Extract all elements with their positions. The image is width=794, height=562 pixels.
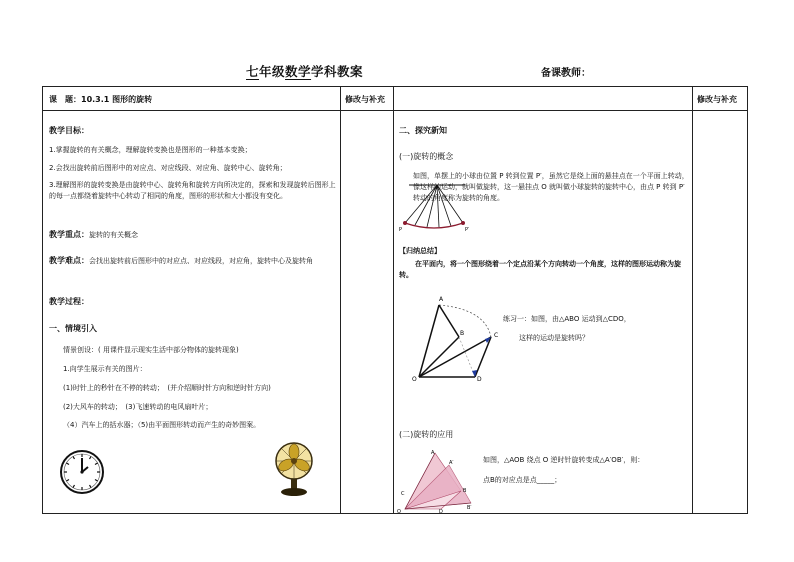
tri-label-o: O	[412, 376, 417, 383]
objective-3: 3.理解图形的旋转变换是由旋转中心、旋转角和旋转方向所决定的，探索和发现旋转后图形上的每一点都绕着旋转中心转动了相同的角度，图形的形状和大小都没有变化。	[49, 181, 336, 200]
revise-header-2: 修改与补充	[697, 95, 737, 104]
pendulum-text-wrap	[413, 171, 689, 204]
key-label: 教学重点：	[49, 230, 89, 239]
header-row-divider	[43, 110, 747, 111]
lesson-plan-table	[42, 86, 748, 514]
app-label-a: A	[431, 450, 435, 456]
section1-heading: 一、情境引入	[49, 324, 97, 333]
difficulty-point	[49, 255, 337, 267]
subject: 数学	[285, 64, 312, 79]
picture-item-2: (2)大风车的转动； (3)飞速转动的电风扇叶片；	[63, 403, 213, 411]
summary-text: 在平面内，将一个图形绕着一个定点沿某个方向转动一个角度，这样的图形运动称为旋转。	[399, 260, 681, 279]
show-pictures-text: 1.向学生展示有关的图片：	[63, 365, 147, 373]
pendulum-label-p-prime: P′	[465, 227, 470, 233]
app-label-b-prime: B′	[467, 505, 472, 511]
picture-item-1: (1)时针上的秒针在不停的转动； (并介绍顺时针方向和逆时针方向)	[63, 384, 271, 392]
section2-heading: 二、探究新知	[399, 126, 447, 135]
exercise-line-1: 练习一：如图，由△ABO 运动到△CDO，	[503, 315, 631, 323]
revise-header-1: 修改与补充	[345, 95, 385, 104]
pendulum-text: 如图，单摆上的小球由位置 P 转到位置 P′，虽然它是绕上面的悬挂点在一个平面上转动，像这样的运动，就叫做旋转，这一悬挂点 O 就叫做小球旋转的旋转中心，由点 P 转到 P′ 转动的角度称为旋转的角度。	[413, 172, 689, 202]
difficulty-label: 教学难点：	[49, 256, 89, 265]
lesson-label: 课 题：	[49, 95, 81, 104]
lesson-title-cell	[49, 94, 152, 105]
app-label-c: C	[401, 491, 405, 497]
clock-icon	[59, 449, 105, 495]
subject-suffix: 学科教案	[311, 64, 364, 79]
app-label-a-prime: A′	[449, 460, 454, 466]
summary-label: 【归纳总结】	[399, 247, 441, 255]
divider-right-content	[393, 87, 394, 513]
application-text: 如图，△AOB 绕点 O 逆时针旋转变成△A′OB′，则：	[483, 456, 645, 464]
teacher-label: 备课教师：	[541, 68, 591, 79]
objective-1: 1.掌握旋转的有关概念，理解旋转变换也是图形的一种基本变换；	[49, 146, 252, 154]
divider-left-notes	[340, 87, 341, 513]
divider-right-notes	[692, 87, 693, 513]
app-label-b: B	[463, 488, 467, 494]
exercise-line-2: 这样的运动是旋转吗？	[519, 334, 589, 342]
objective-2: 2.会找出旋转前后图形中的对应点、对应线段、对应角、旋转中心、旋转角；	[49, 164, 287, 172]
process-heading: 教学过程：	[49, 297, 89, 306]
lesson-title: 10.3.1 图形的旋转	[81, 95, 153, 104]
app-label-o: O	[397, 509, 401, 515]
key-point	[49, 230, 138, 240]
electric-fan-icon	[271, 441, 317, 497]
app-label-d: D	[439, 509, 443, 515]
picture-item-3: （4）汽车上的括水器；（5)由平面图形转动而产生的奇妙图案。	[63, 421, 261, 429]
page-header	[0, 62, 794, 82]
grade: 七	[246, 64, 260, 79]
difficulty-text: 会找出旋转前后图形中的对应点、对应线段，对应角，旋转中心及旋转角	[89, 257, 313, 265]
tri-label-b: B	[460, 330, 465, 337]
application-blank: 点B的对应点是点_____；	[483, 476, 562, 484]
objectives-heading: 教学目标：	[49, 126, 89, 135]
rotation-triangles-figure	[412, 296, 515, 383]
key-text: 旋转的有关概念	[89, 231, 138, 239]
tri-label-c: C	[494, 332, 499, 339]
sub1-heading: (一)旋转的概念	[399, 152, 454, 161]
document-title	[246, 62, 363, 80]
application-rotation-figure	[397, 450, 477, 515]
scenario-text: 情景创设：( 用课件显示现实生活中部分物体的旋转现象)	[63, 346, 239, 354]
pendulum-label-p: P	[399, 227, 403, 233]
grade-suffix: 年级	[259, 64, 286, 79]
sub2-heading: (二)旋转的应用	[399, 430, 454, 439]
tri-label-a: A	[439, 296, 444, 303]
tri-label-d: D	[477, 376, 482, 383]
